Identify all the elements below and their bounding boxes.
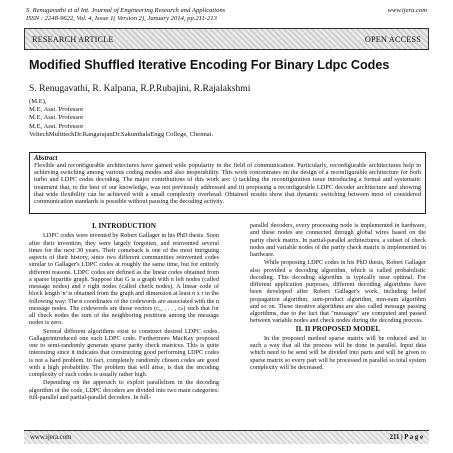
affiliation-line: M.E, Asst. Professor (29, 106, 84, 114)
paper-title: Modified Shuffled Iterative Encoding For Binary Ldpc Codes (29, 58, 390, 72)
page-suffix: | P a g e (401, 434, 423, 441)
journal-citation: S. Renugavathi et al Int. Journal of Engineering Research and Applications (26, 7, 226, 14)
footer-website[interactable]: www.ijera.com (30, 434, 72, 441)
page-number (390, 434, 423, 441)
decoding-paragraph: While proposing LDPC codes in his PhD thesis, Robert Gallager also provided a decoding algorithm, which is called probabilistic decoding. This decoding algorithm is typically near optimal. For different application purposes, different decoding algorithms have been developed after Robert Gallager's work, including belief propagation algorithm, sum-product algorithm, min-sum algorithm and so on. These iterative algorithms are also called message passing algorithms, due to the fact that "messages" are computed and passed between variable nodes and check nodes during the decoding process. (250, 259, 426, 325)
affiliation-line: VeltechMultitechDr.RangarajanDr.SakunthalaEngg College, Chennai. (29, 130, 214, 138)
abstract-heading: Abstract (34, 155, 58, 162)
issn-line: ISSN : 2248-9622, Vol. 4, Issue 1( Version 2), January 2014, pp.211-213 (26, 15, 217, 22)
author-list: S. Renugavathi, R. Kalpana, R.P.Rubajini, R.Rajalakshmi (29, 83, 251, 94)
article-type-banner (24, 28, 429, 50)
intro-paragraph-2: Several different algorithms exist to construct desired LDPC codes. Gallagerintroduced one such LDPC code. Furthermore MacKay proposed one to semi-randomly generate sparse parity check matrices. This is quite interesting since it indicates that constructing good performing LDPC codes is not a hard problem. In fact, completely randomly chosen codes are good with a high probability. The problem that will arise, is that the encoding complexity of such codes is usually rather high. (29, 327, 219, 378)
affiliations (29, 98, 213, 139)
page-number-value: 211 (389, 434, 400, 441)
affiliation-line: (M.E), (29, 98, 47, 105)
journal-website[interactable]: www.ijera.com (387, 7, 427, 14)
journal-header (0, 0, 453, 30)
left-column (29, 222, 219, 402)
abstract-box (29, 152, 426, 214)
intro-continued-paragraph: parallel decoders, every processing node is implemented in hardware, and these nodes are connected through global wires based on the parity check matrix. In partial-parallel architectures, a subset of check nodes and variable nodes of the parity check matrix is implemented in hardware. (250, 222, 426, 258)
proposed-model-paragraph: In the proposed method sparse matrix will be reduced and in such a way that all the process will be done in parallel. Input data which need to be send will be divided into parts and will be given to sparse matrix so every part will be processed in parallel so total system complexity will be decreased. (250, 334, 426, 371)
introduction-heading: I. INTRODUCTION (92, 222, 156, 230)
affiliation-line: M.E, Asst. Professor (29, 114, 84, 122)
abstract-text: Flexible and reconfigurable architectures have gained wide popularity in the field of communication. Particularly, reconfigurable architectures help in achieving switching among various coding modes and also inoperability. This work concentrates on the design of a reconfigurable architecture for both turbo and LDPC codes decoding. The major contributions of this work are: i) tackling the reconfiguration issue introducing a formal and systematic treatment that, to the best of our knowledge, was not previously addressed and ii) proposing a reconfigurable LDPC decoder architecture and showing that wide flexibility can be achieved with a small complexity overhead. Obtained results show that dynamic switching between most of considered communication standards is possible without pausing the decoding activity. (34, 162, 421, 206)
affiliation-line: M.E, Asst. Professor (29, 122, 84, 130)
open-access-label: OPEN ACCESS (364, 34, 421, 44)
research-article-label: RESEARCH ARTICLE (32, 34, 114, 44)
proposed-model-heading: II. II PROPOSED MODEL (295, 324, 381, 333)
intro-paragraph-3: Depending on the approach to exploit parallelism in the decoding algorithm of the code, LDPC decoders are divided into two main categories: full-parallel and partial-parallel decoders. In full- (29, 379, 219, 401)
intro-paragraph-1: LDPC codes were invented by Robert Gallager in his PhD thesis. Soon after their invention, they were largely forgotten, and reinvented several times for the next 30 years. Their comeback is one of the most intriguing aspects of their history, since two different communities reinvented codes similar to Gallager's LDPC codes at roughly the same time, but for entirely different reasons. LDPC codes are defined as the linear codes obtained from a sparse bipartite graph. Suppose that G is a graph with n left nodes (called message nodes) and r right nodes (called check nodes). A linear code of block length 'n' is obtained from the graph and dimension at least n x r in the following way: The n coordinates of the codewords are associated with the n message nodes. The codewords are those vectors (c₁, . . . , cₙ) such that for all check nodes the sum of the neighboring positions among the message nodes is zero. (29, 232, 219, 327)
right-column (250, 222, 426, 372)
page-footer (24, 430, 429, 444)
